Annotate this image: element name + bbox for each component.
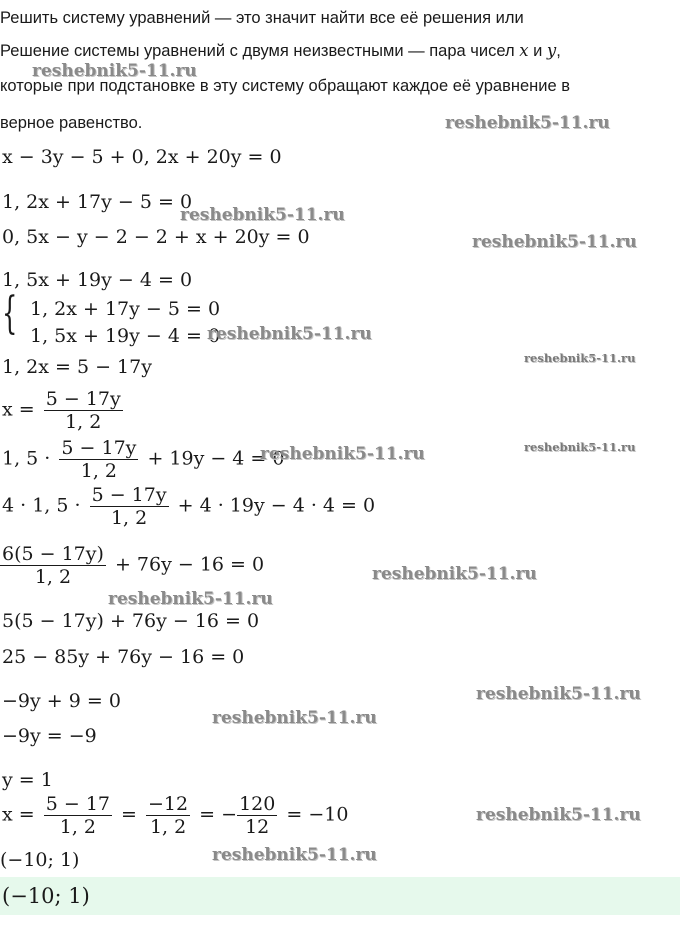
step-16: (−10; 1): [0, 849, 80, 871]
fraction: [146, 793, 190, 838]
answer-box: [0, 877, 680, 915]
intro-line-2-text: Решение системы уравнений с двумя неизвестными — пара чисел: [0, 42, 520, 60]
watermark: reshebnik5-11.ru: [180, 205, 345, 225]
step-9-right: + 76y − 16 = 0: [114, 553, 265, 576]
fraction: [59, 437, 138, 482]
step-7-left: 1, 5 ·: [2, 447, 51, 470]
fraction-numerator: 5 − 17y: [61, 437, 137, 459]
intro-line-3: которые при подстановке в эту систему обращают каждое её уравнение в: [0, 77, 570, 95]
fraction-denominator: 1, 2: [110, 507, 148, 529]
var-y: y: [546, 41, 557, 60]
intro-line-4: верное равенство.: [0, 114, 143, 132]
step-3: 0, 5x − y − 2 − 2 + x + 20y = 0: [2, 226, 310, 248]
fraction: [0, 543, 106, 588]
step-13: −9y = −9: [2, 725, 97, 747]
step-15: [2, 793, 348, 838]
step-5: 1, 2x = 5 − 17y: [2, 356, 152, 378]
watermark: reshebnik5-11.ru: [207, 324, 372, 344]
fraction-denominator: 1, 2: [149, 816, 187, 838]
step-6: [2, 388, 126, 433]
fraction-denominator: 1, 2: [65, 411, 102, 433]
var-x: x: [519, 41, 529, 60]
intro-and: и: [528, 42, 547, 60]
intro-line-1: Решить систему уравнений — это значит найти все её решения или: [0, 9, 524, 27]
step-15-right: = −10: [286, 803, 349, 826]
watermark: reshebnik5-11.ru: [476, 805, 641, 825]
step-15-left: x =: [2, 803, 35, 826]
fraction-numerator: 5 − 17y: [45, 388, 121, 410]
step-9: [0, 543, 264, 588]
step-8-right: + 4 · 19y − 4 · 4 = 0: [177, 494, 376, 517]
fraction-denominator: 1, 2: [80, 460, 118, 482]
step-6-left: x =: [2, 398, 35, 421]
step-2: 1, 2x + 17y − 5 = 0: [2, 191, 193, 213]
intro-line-2: [0, 40, 561, 62]
step-7-right: + 19y − 4 = 0: [147, 447, 285, 470]
fraction: [90, 484, 169, 529]
step-10: 5(5 − 17y) + 76y − 16 = 0: [2, 610, 260, 632]
fraction: [44, 388, 123, 433]
watermark: reshebnik5-11.ru: [212, 845, 377, 865]
step-12: −9y + 9 = 0: [2, 690, 121, 712]
fraction-numerator: 120: [239, 793, 276, 815]
intro-comma: ,: [556, 42, 561, 60]
fraction: [44, 793, 112, 838]
answer-text: (−10; 1): [2, 884, 90, 908]
watermark: reshebnik5-11.ru: [212, 708, 377, 728]
watermark: reshebnik5-11.ru: [445, 113, 610, 133]
watermark: reshebnik5-11.ru: [260, 444, 425, 464]
step-8: [2, 484, 375, 529]
watermark: reshebnik5-11.ru: [108, 589, 273, 609]
step-14: y = 1: [2, 769, 53, 791]
system-brace: {: [2, 288, 18, 339]
system-eq-2: 1, 5x + 19y − 4 = 0: [30, 325, 221, 347]
fraction-numerator: 6(5 − 17y): [2, 543, 104, 565]
watermark: reshebnik5-11.ru: [524, 440, 636, 454]
fraction-numerator: 5 − 17y: [91, 484, 167, 506]
fraction-denominator: 1, 2: [34, 566, 72, 588]
step-8-left: 4 · 1, 5 ·: [2, 494, 81, 517]
fraction-denominator: 1, 2: [59, 816, 96, 838]
step-1: x − 3y − 5 + 0, 2x + 20y = 0: [2, 146, 282, 168]
equals-sign: =: [121, 803, 137, 826]
watermark: reshebnik5-11.ru: [524, 351, 636, 365]
watermark: reshebnik5-11.ru: [476, 684, 641, 704]
step-4: 1, 5x + 19y − 4 = 0: [2, 269, 193, 291]
step-11: 25 − 85y + 76y − 16 = 0: [2, 646, 245, 668]
fraction-numerator: 5 − 17: [45, 793, 110, 815]
fraction: [237, 793, 277, 838]
fraction-denominator: 12: [245, 816, 270, 838]
fraction-numerator: −12: [148, 793, 189, 815]
equals-minus: = −: [199, 803, 238, 826]
system-eq-1: 1, 2x + 17y − 5 = 0: [30, 298, 221, 320]
watermark: reshebnik5-11.ru: [32, 61, 197, 81]
watermark: reshebnik5-11.ru: [372, 564, 537, 584]
step-7: [2, 437, 284, 482]
watermark: reshebnik5-11.ru: [472, 232, 637, 252]
